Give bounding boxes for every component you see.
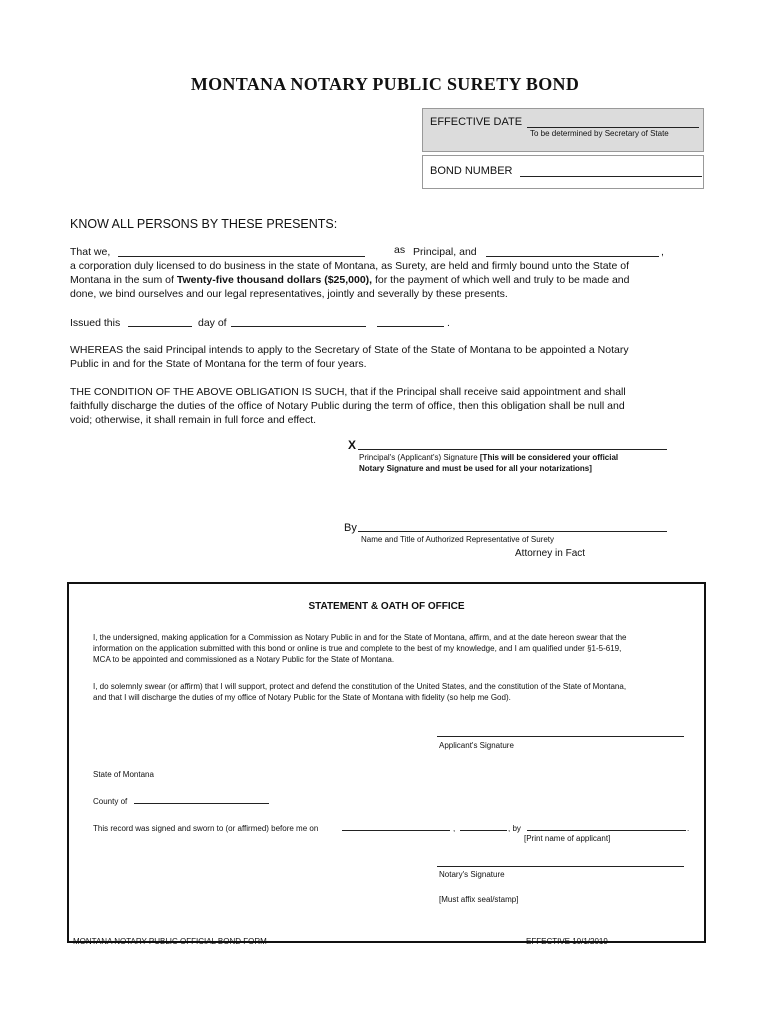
oath-of-office-box (67, 582, 706, 943)
principal-signature-line[interactable] (358, 449, 667, 450)
day-of-label: day of (198, 317, 227, 329)
attorney-in-fact-label: Attorney in Fact (515, 548, 586, 559)
sum-suffix: for the payment of which well and truly to be made and (372, 274, 630, 286)
whereas-line2: Public in and for the State of Montana for the term of four years. (70, 358, 367, 370)
bond-paragraph-line1: a corporation duly licensed to do business in the state of Montana, as Surety, are held and firmly bound unto the State of (70, 260, 629, 272)
bond-number-field[interactable] (520, 163, 702, 177)
applicant-signature-label: Applicant's Signature (439, 741, 514, 750)
effective-date-box (422, 108, 704, 152)
principal-and-label: Principal, and (413, 246, 477, 258)
comma: , (661, 246, 664, 258)
condition-line2: faithfully discharge the duties of the office of Notary Public during the term of office, then this obligation shall be null and (70, 400, 625, 412)
surety-name-field[interactable] (486, 243, 659, 257)
by-label: By (344, 522, 357, 534)
surety-signature-line[interactable] (358, 531, 667, 532)
know-all-heading: KNOW ALL PERSONS BY THESE PRESENTS: (70, 217, 338, 231)
principal-sig-caption-text: Principal's (Applicant's) Signature (359, 453, 480, 462)
print-name-label: [Print name of applicant] (524, 834, 611, 843)
bond-number-label: BOND NUMBER (430, 165, 513, 177)
principal-sig-note2: Notary Signature and must be used for all your notarizations] (359, 464, 592, 473)
whereas-line1: WHEREAS the said Principal intends to apply to the Secretary of State of the State of Montana to be appointed a Notary (70, 344, 629, 356)
effective-date-label: EFFECTIVE DATE (430, 116, 523, 128)
oath-p1-line3: MCA to be appointed and commissioned as a Notary Public for the State of Montana. (93, 655, 395, 664)
footer-form-name: MONTANA NOTARY PUBLIC OFFICIAL BOND FORM (73, 937, 267, 946)
record-year-field[interactable] (460, 821, 507, 831)
oath-p1-line2: information on the application submitted with this bond or online is true and complete to the best of my knowledge, and I am qualified under §1-5-619, (93, 644, 622, 653)
seal-stamp-note: [Must affix seal/stamp] (439, 895, 519, 904)
oath-p1-line1: I, the undersigned, making application for a Commission as Notary Public in and for the State of Montana, affirm, and at the date hereon swear that the (93, 633, 627, 642)
that-we-label: That we, (70, 246, 111, 258)
issued-month-field[interactable] (231, 313, 366, 327)
condition-line1: THE CONDITION OF THE ABOVE OBLIGATION IS SUCH, that if the Principal shall receive said appointment and shall (70, 386, 626, 398)
record-period: . (687, 824, 690, 833)
principal-signature-caption (359, 452, 679, 474)
record-comma: , (453, 824, 456, 833)
condition-line3: void; otherwise, it shall remain in full force and effect. (70, 414, 317, 426)
record-date-field[interactable] (342, 821, 450, 831)
state-label: State of Montana (93, 770, 154, 779)
as-label: as (394, 244, 406, 256)
effective-date-note: To be determined by Secretary of State (530, 129, 669, 138)
principal-sig-note1: [This will be considered your official (479, 453, 619, 462)
principal-name-field[interactable] (118, 243, 365, 257)
record-by: , by (508, 824, 521, 833)
sum-prefix: Montana in the sum of (70, 274, 177, 286)
effective-date-line (527, 127, 699, 128)
oath-p2-line1: I, do solemnly swear (or affirm) that I will support, protect and defend the constitution of the United States, and the constitution of the State of Montana, (93, 682, 627, 691)
oath-heading: STATEMENT & OATH OF OFFICE (308, 601, 465, 612)
condition-paragraph (70, 385, 710, 427)
issued-period: . (447, 317, 450, 329)
applicant-name-field[interactable] (527, 821, 686, 831)
oath-paragraph-2 (93, 681, 698, 703)
oath-p2-line2: and that I will discharge the duties of my office of Notary Public for the State of Montana with fidelity (so help me God). (93, 693, 511, 702)
applicant-signature-line[interactable] (437, 736, 684, 737)
bond-amount: Twenty-five thousand dollars ($25,000), (176, 274, 373, 286)
issued-day-field[interactable] (128, 313, 192, 327)
county-field[interactable] (134, 794, 269, 804)
page-title: MONTANA NOTARY PUBLIC SURETY BOND (190, 74, 580, 94)
notary-signature-label: Notary's Signature (439, 870, 505, 879)
issued-year-field[interactable] (377, 313, 444, 327)
record-text: This record was signed and sworn to (or affirmed) before me on (93, 824, 319, 833)
oath-paragraph-1 (93, 632, 698, 665)
bond-paragraph (70, 259, 710, 301)
whereas-paragraph (70, 343, 710, 371)
bond-paragraph-line2 (70, 273, 710, 287)
footer-effective-date: EFFECTIVE 10/1/2019 (526, 937, 608, 946)
notary-signature-line[interactable] (437, 866, 684, 867)
surety-signature-caption: Name and Title of Authorized Representative of Surety (361, 535, 554, 544)
county-label: County of (93, 797, 128, 806)
issued-this-label: Issued this (70, 317, 121, 329)
bond-paragraph-line3: done, we bind ourselves and our legal representatives, jointly and severally by these presents. (70, 288, 508, 300)
signature-x-mark: X (348, 438, 357, 452)
bond-number-box (422, 155, 704, 189)
